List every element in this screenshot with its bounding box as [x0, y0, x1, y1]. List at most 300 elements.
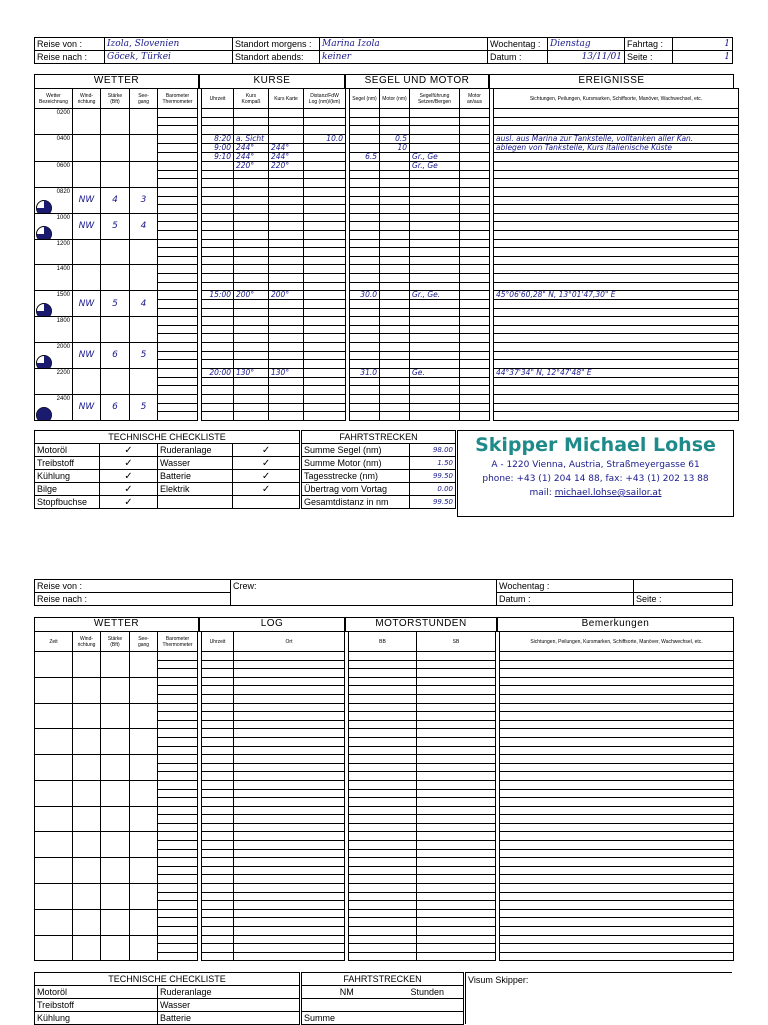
- log-motor[interactable]: [380, 351, 410, 360]
- log-segel[interactable]: [350, 222, 380, 231]
- log-ereignis[interactable]: 44°37'34" N, 12°47'48" E: [494, 368, 739, 377]
- p2-barometer-cell[interactable]: [158, 780, 198, 789]
- p2-bemerkung-cell[interactable]: [500, 780, 734, 789]
- log-kurs-kompass[interactable]: [234, 213, 269, 222]
- barometer-cell[interactable]: [158, 368, 198, 377]
- p2-bb-cell[interactable]: [349, 866, 417, 875]
- log-kurs-kompass[interactable]: 130°: [234, 368, 269, 377]
- log-ereignis[interactable]: [494, 308, 739, 317]
- log-segelfuehrung[interactable]: Gr., Ge.: [410, 291, 460, 300]
- p2-barometer-cell[interactable]: [158, 832, 198, 841]
- log-kurs-karte[interactable]: [269, 377, 304, 386]
- log-motor[interactable]: [380, 152, 410, 161]
- p2-barometer-cell[interactable]: [158, 703, 198, 712]
- p2-sb-cell[interactable]: [417, 789, 496, 798]
- p2-weather-cell[interactable]: [130, 935, 158, 961]
- log-distanz[interactable]: [304, 300, 346, 309]
- p2-bemerkung-cell[interactable]: [500, 763, 734, 772]
- log-time[interactable]: [202, 282, 234, 291]
- p2-weather-cell[interactable]: [73, 832, 101, 858]
- log-kurs-kompass[interactable]: [234, 412, 269, 421]
- p2-ort-cell[interactable]: [234, 772, 345, 781]
- log-segelfuehrung[interactable]: [410, 300, 460, 309]
- log-segelfuehrung[interactable]: [410, 222, 460, 231]
- log-motor[interactable]: [380, 282, 410, 291]
- p2-sb-cell[interactable]: [417, 677, 496, 686]
- log-time[interactable]: [202, 403, 234, 412]
- log-kurs-kompass[interactable]: [234, 317, 269, 326]
- p2-weather-cell[interactable]: [35, 909, 73, 935]
- p2-sb-cell[interactable]: [417, 909, 496, 918]
- log-segel[interactable]: [350, 170, 380, 179]
- log-kurs-kompass[interactable]: [234, 230, 269, 239]
- log-motor-anaus[interactable]: [460, 300, 490, 309]
- log-distanz[interactable]: [304, 152, 346, 161]
- p2-barometer-cell[interactable]: [158, 694, 198, 703]
- log-ereignis[interactable]: [494, 386, 739, 395]
- p2-weather-cell[interactable]: [73, 858, 101, 884]
- p2-ort-cell[interactable]: [234, 677, 345, 686]
- p2-barometer-cell[interactable]: [158, 866, 198, 875]
- log-kurs-karte[interactable]: [269, 134, 304, 143]
- log-time[interactable]: 15:00: [202, 291, 234, 300]
- p2-sb-cell[interactable]: [417, 780, 496, 789]
- p2-ort-cell[interactable]: [234, 875, 345, 884]
- log-ereignis[interactable]: [494, 300, 739, 309]
- log-kurs-kompass[interactable]: [234, 343, 269, 352]
- p2-bemerkung-cell[interactable]: [500, 832, 734, 841]
- barometer-cell[interactable]: [158, 109, 198, 118]
- log-distanz[interactable]: [304, 187, 346, 196]
- log-segel[interactable]: [350, 412, 380, 421]
- barometer-cell[interactable]: [158, 179, 198, 188]
- p2-ort-cell[interactable]: [234, 780, 345, 789]
- log-kurs-karte[interactable]: [269, 213, 304, 222]
- p2-uhrzeit-cell[interactable]: [202, 918, 234, 927]
- p2-ort-cell[interactable]: [234, 729, 345, 738]
- log-kurs-kompass[interactable]: [234, 308, 269, 317]
- log-segel[interactable]: [350, 395, 380, 404]
- p2-barometer-cell[interactable]: [158, 944, 198, 953]
- p2-sb-cell[interactable]: [417, 935, 496, 944]
- log-kurs-karte[interactable]: [269, 403, 304, 412]
- log-kurs-karte[interactable]: 200°: [269, 291, 304, 300]
- p2-sb-cell[interactable]: [417, 686, 496, 695]
- p2-sb-cell[interactable]: [417, 694, 496, 703]
- p2-bb-cell[interactable]: [349, 858, 417, 867]
- p2-uhrzeit-cell[interactable]: [202, 763, 234, 772]
- log-segel[interactable]: [350, 282, 380, 291]
- p2-weather-cell[interactable]: [101, 806, 130, 832]
- p2-ort-cell[interactable]: [234, 763, 345, 772]
- log-kurs-karte[interactable]: 220°: [269, 161, 304, 170]
- log-segel[interactable]: 30.0: [350, 291, 380, 300]
- log-time[interactable]: [202, 395, 234, 404]
- p2-weather-cell[interactable]: [35, 884, 73, 910]
- p2-weather-cell[interactable]: [130, 755, 158, 781]
- log-ereignis[interactable]: [494, 343, 739, 352]
- check-icon[interactable]: ✓: [100, 457, 158, 470]
- log-segel[interactable]: [350, 161, 380, 170]
- p2-weather-cell[interactable]: [73, 755, 101, 781]
- log-motor[interactable]: [380, 377, 410, 386]
- log-distanz[interactable]: [304, 412, 346, 421]
- log-motor[interactable]: [380, 256, 410, 265]
- log-motor[interactable]: [380, 334, 410, 343]
- p2-sb-cell[interactable]: [417, 892, 496, 901]
- p2-uhrzeit-cell[interactable]: [202, 686, 234, 695]
- p2-bb-cell[interactable]: [349, 892, 417, 901]
- log-kurs-kompass[interactable]: [234, 109, 269, 118]
- log-kurs-kompass[interactable]: [234, 239, 269, 248]
- p2-ort-cell[interactable]: [234, 798, 345, 807]
- barometer-cell[interactable]: [158, 248, 198, 257]
- p2-ort-cell[interactable]: [234, 660, 345, 669]
- p2-weather-cell[interactable]: [35, 677, 73, 703]
- p2-sb-cell[interactable]: [417, 806, 496, 815]
- log-segel[interactable]: [350, 265, 380, 274]
- check-icon[interactable]: ✓: [100, 496, 158, 509]
- barometer-cell[interactable]: [158, 187, 198, 196]
- log-segel[interactable]: [350, 273, 380, 282]
- log-ereignis[interactable]: [494, 403, 739, 412]
- log-kurs-kompass[interactable]: [234, 179, 269, 188]
- p2-ort-cell[interactable]: [234, 694, 345, 703]
- p2-uhrzeit-cell[interactable]: [202, 892, 234, 901]
- log-time[interactable]: [202, 351, 234, 360]
- barometer-cell[interactable]: [158, 377, 198, 386]
- p2-sb-cell[interactable]: [417, 772, 496, 781]
- log-time[interactable]: [202, 161, 234, 170]
- log-kurs-kompass[interactable]: [234, 395, 269, 404]
- log-segel[interactable]: [350, 343, 380, 352]
- p2-sb-cell[interactable]: [417, 901, 496, 910]
- p2-bb-cell[interactable]: [349, 918, 417, 927]
- log-time[interactable]: [202, 300, 234, 309]
- p2-barometer-cell[interactable]: [158, 755, 198, 764]
- log-ereignis[interactable]: [494, 377, 739, 386]
- log-kurs-kompass[interactable]: [234, 248, 269, 257]
- p2-bb-cell[interactable]: [349, 944, 417, 953]
- log-motor-anaus[interactable]: [460, 351, 490, 360]
- log-time[interactable]: [202, 109, 234, 118]
- log-kurs-karte[interactable]: [269, 230, 304, 239]
- p2-ort-cell[interactable]: [234, 909, 345, 918]
- log-distanz[interactable]: [304, 205, 346, 214]
- log-kurs-karte[interactable]: [269, 360, 304, 369]
- log-distanz[interactable]: [304, 213, 346, 222]
- p2-bb-cell[interactable]: [349, 823, 417, 832]
- log-motor[interactable]: [380, 239, 410, 248]
- log-kurs-karte[interactable]: [269, 308, 304, 317]
- p2-uhrzeit-cell[interactable]: [202, 884, 234, 893]
- log-kurs-kompass[interactable]: [234, 377, 269, 386]
- p2-weather-cell[interactable]: [73, 729, 101, 755]
- p2-bemerkung-cell[interactable]: [500, 669, 734, 678]
- log-segelfuehrung[interactable]: [410, 351, 460, 360]
- p2-bemerkung-cell[interactable]: [500, 660, 734, 669]
- log-kurs-kompass[interactable]: [234, 282, 269, 291]
- log-segel[interactable]: [350, 230, 380, 239]
- barometer-cell[interactable]: [158, 117, 198, 126]
- p2-weather-cell[interactable]: [35, 703, 73, 729]
- log-distanz[interactable]: [304, 317, 346, 326]
- p2-bemerkung-cell[interactable]: [500, 909, 734, 918]
- log-distanz[interactable]: [304, 161, 346, 170]
- check-icon[interactable]: ✓: [100, 483, 158, 496]
- p2-bemerkung-cell[interactable]: [500, 798, 734, 807]
- log-motor[interactable]: [380, 222, 410, 231]
- p2-sb-cell[interactable]: [417, 703, 496, 712]
- log-segelfuehrung[interactable]: [410, 334, 460, 343]
- p2-weather-cell[interactable]: [73, 909, 101, 935]
- p2-sb-cell[interactable]: [417, 866, 496, 875]
- log-time[interactable]: [202, 317, 234, 326]
- log-segelfuehrung[interactable]: [410, 325, 460, 334]
- p2-uhrzeit-cell[interactable]: [202, 815, 234, 824]
- p2-weather-cell[interactable]: [130, 703, 158, 729]
- log-motor[interactable]: [380, 412, 410, 421]
- p2-weather-cell[interactable]: [73, 935, 101, 961]
- p2-bb-cell[interactable]: [349, 772, 417, 781]
- log-motor[interactable]: [380, 205, 410, 214]
- p2-weather-cell[interactable]: [130, 677, 158, 703]
- barometer-cell[interactable]: [158, 395, 198, 404]
- barometer-cell[interactable]: [158, 134, 198, 143]
- log-distanz[interactable]: [304, 256, 346, 265]
- p2-bemerkung-cell[interactable]: [500, 789, 734, 798]
- log-ereignis[interactable]: [494, 152, 739, 161]
- p2-uhrzeit-cell[interactable]: [202, 952, 234, 961]
- log-segelfuehrung[interactable]: [410, 273, 460, 282]
- p2-sb-cell[interactable]: [417, 918, 496, 927]
- p2-barometer-cell[interactable]: [158, 669, 198, 678]
- log-time[interactable]: [202, 265, 234, 274]
- log-segelfuehrung[interactable]: [410, 143, 460, 152]
- p2-sb-cell[interactable]: [417, 669, 496, 678]
- barometer-cell[interactable]: [158, 205, 198, 214]
- log-time[interactable]: [202, 179, 234, 188]
- log-distanz[interactable]: [304, 360, 346, 369]
- log-motor[interactable]: [380, 230, 410, 239]
- p2-sb-cell[interactable]: [417, 927, 496, 936]
- p2-ort-cell[interactable]: [234, 815, 345, 824]
- p2-ort-cell[interactable]: [234, 935, 345, 944]
- barometer-cell[interactable]: [158, 196, 198, 205]
- p2-barometer-cell[interactable]: [158, 823, 198, 832]
- log-kurs-karte[interactable]: [269, 126, 304, 135]
- log-motor-anaus[interactable]: [460, 239, 490, 248]
- log-motor[interactable]: [380, 213, 410, 222]
- p2-bemerkung-cell[interactable]: [500, 815, 734, 824]
- log-time[interactable]: [202, 170, 234, 179]
- log-kurs-kompass[interactable]: [234, 117, 269, 126]
- p2-weather-cell[interactable]: [73, 780, 101, 806]
- barometer-cell[interactable]: [158, 282, 198, 291]
- log-ereignis[interactable]: [494, 109, 739, 118]
- log-segelfuehrung[interactable]: [410, 239, 460, 248]
- log-ereignis[interactable]: 45°06'60,28" N, 13°01'47,30" E: [494, 291, 739, 300]
- p2-bb-cell[interactable]: [349, 677, 417, 686]
- p2-uhrzeit-cell[interactable]: [202, 729, 234, 738]
- p2-bemerkung-cell[interactable]: [500, 746, 734, 755]
- p2-sb-cell[interactable]: [417, 832, 496, 841]
- p2-bemerkung-cell[interactable]: [500, 720, 734, 729]
- p2-uhrzeit-cell[interactable]: [202, 823, 234, 832]
- p2-barometer-cell[interactable]: [158, 772, 198, 781]
- log-segel[interactable]: [350, 308, 380, 317]
- barometer-cell[interactable]: [158, 230, 198, 239]
- log-motor[interactable]: 0.5: [380, 134, 410, 143]
- p2-barometer-cell[interactable]: [158, 720, 198, 729]
- p2-barometer-cell[interactable]: [158, 763, 198, 772]
- log-segel[interactable]: [350, 325, 380, 334]
- p2-weather-cell[interactable]: [73, 806, 101, 832]
- log-kurs-karte[interactable]: [269, 196, 304, 205]
- log-time[interactable]: [202, 334, 234, 343]
- log-kurs-karte[interactable]: [269, 205, 304, 214]
- p2-barometer-cell[interactable]: [158, 746, 198, 755]
- p2-bemerkung-cell[interactable]: [500, 686, 734, 695]
- log-time[interactable]: [202, 256, 234, 265]
- log-kurs-karte[interactable]: [269, 386, 304, 395]
- p2-weather-cell[interactable]: [101, 780, 130, 806]
- log-ereignis[interactable]: [494, 265, 739, 274]
- log-ereignis[interactable]: [494, 179, 739, 188]
- p2-uhrzeit-cell[interactable]: [202, 712, 234, 721]
- p2-weather-cell[interactable]: [73, 884, 101, 910]
- p2-barometer-cell[interactable]: [158, 884, 198, 893]
- p2-bemerkung-cell[interactable]: [500, 652, 734, 661]
- log-segelfuehrung[interactable]: Ge.: [410, 368, 460, 377]
- p2-bb-cell[interactable]: [349, 694, 417, 703]
- log-time[interactable]: 20:00: [202, 368, 234, 377]
- log-motor-anaus[interactable]: [460, 325, 490, 334]
- p2-bb-cell[interactable]: [349, 703, 417, 712]
- p2-bb-cell[interactable]: [349, 832, 417, 841]
- log-distanz[interactable]: [304, 395, 346, 404]
- p2-wochentag-value[interactable]: [634, 580, 733, 593]
- log-segelfuehrung[interactable]: [410, 179, 460, 188]
- p2-weather-cell[interactable]: [73, 703, 101, 729]
- log-ereignis[interactable]: [494, 256, 739, 265]
- log-distanz[interactable]: [304, 265, 346, 274]
- log-segelfuehrung[interactable]: [410, 196, 460, 205]
- p2-ort-cell[interactable]: [234, 669, 345, 678]
- log-segel[interactable]: [350, 179, 380, 188]
- p2-uhrzeit-cell[interactable]: [202, 720, 234, 729]
- log-motor-anaus[interactable]: [460, 403, 490, 412]
- log-time[interactable]: [202, 325, 234, 334]
- p2-barometer-cell[interactable]: [158, 858, 198, 867]
- log-ereignis[interactable]: [494, 325, 739, 334]
- p2-weather-cell[interactable]: [101, 652, 130, 678]
- p2-bemerkung-cell[interactable]: [500, 875, 734, 884]
- log-motor-anaus[interactable]: [460, 213, 490, 222]
- log-motor[interactable]: [380, 265, 410, 274]
- barometer-cell[interactable]: [158, 213, 198, 222]
- p2-weather-cell[interactable]: [130, 832, 158, 858]
- check-icon[interactable]: ✓: [100, 444, 158, 457]
- log-segelfuehrung[interactable]: [410, 170, 460, 179]
- p2-bemerkung-cell[interactable]: [500, 884, 734, 893]
- p2-weather-cell[interactable]: [101, 677, 130, 703]
- p2-uhrzeit-cell[interactable]: [202, 875, 234, 884]
- p2-sb-cell[interactable]: [417, 884, 496, 893]
- log-motor-anaus[interactable]: [460, 377, 490, 386]
- log-kurs-karte[interactable]: [269, 325, 304, 334]
- log-ereignis[interactable]: [494, 161, 739, 170]
- log-motor[interactable]: [380, 403, 410, 412]
- log-segel[interactable]: [350, 117, 380, 126]
- log-kurs-karte[interactable]: [269, 351, 304, 360]
- log-motor[interactable]: [380, 343, 410, 352]
- barometer-cell[interactable]: [158, 239, 198, 248]
- p2-bb-cell[interactable]: [349, 652, 417, 661]
- log-segel[interactable]: [350, 134, 380, 143]
- log-segelfuehrung[interactable]: [410, 360, 460, 369]
- p2-barometer-cell[interactable]: [158, 927, 198, 936]
- log-kurs-karte[interactable]: [269, 109, 304, 118]
- p2-weather-cell[interactable]: [101, 703, 130, 729]
- log-segel[interactable]: [350, 403, 380, 412]
- barometer-cell[interactable]: [158, 170, 198, 179]
- log-kurs-kompass[interactable]: a. Sicht: [234, 134, 269, 143]
- log-segel[interactable]: 31.0: [350, 368, 380, 377]
- p2-barometer-cell[interactable]: [158, 849, 198, 858]
- p2-weather-cell[interactable]: [130, 780, 158, 806]
- p2-sb-cell[interactable]: [417, 858, 496, 867]
- log-motor-anaus[interactable]: [460, 161, 490, 170]
- p2-ort-cell[interactable]: [234, 806, 345, 815]
- log-ereignis[interactable]: [494, 205, 739, 214]
- log-motor-anaus[interactable]: [460, 368, 490, 377]
- log-distanz[interactable]: [304, 143, 346, 152]
- p2-barometer-cell[interactable]: [158, 935, 198, 944]
- log-motor-anaus[interactable]: [460, 265, 490, 274]
- log-motor-anaus[interactable]: [460, 386, 490, 395]
- p2-uhrzeit-cell[interactable]: [202, 737, 234, 746]
- log-distanz[interactable]: [304, 126, 346, 135]
- p2-bemerkung-cell[interactable]: [500, 737, 734, 746]
- log-segelfuehrung[interactable]: [410, 134, 460, 143]
- log-time[interactable]: [202, 377, 234, 386]
- log-segel[interactable]: [350, 126, 380, 135]
- log-distanz[interactable]: [304, 170, 346, 179]
- log-distanz[interactable]: [304, 377, 346, 386]
- log-distanz[interactable]: [304, 179, 346, 188]
- barometer-cell[interactable]: [158, 351, 198, 360]
- barometer-cell[interactable]: [158, 273, 198, 282]
- p2-sb-cell[interactable]: [417, 712, 496, 721]
- log-time[interactable]: [202, 126, 234, 135]
- log-segel[interactable]: [350, 196, 380, 205]
- p2-uhrzeit-cell[interactable]: [202, 866, 234, 875]
- barometer-cell[interactable]: [158, 300, 198, 309]
- p2-bb-cell[interactable]: [349, 686, 417, 695]
- p2-sb-cell[interactable]: [417, 746, 496, 755]
- log-motor-anaus[interactable]: [460, 230, 490, 239]
- log-distanz[interactable]: [304, 403, 346, 412]
- log-ereignis[interactable]: [494, 395, 739, 404]
- log-motor[interactable]: [380, 308, 410, 317]
- log-time[interactable]: 9:10: [202, 152, 234, 161]
- p2-bb-cell[interactable]: [349, 712, 417, 721]
- p2-barometer-cell[interactable]: [158, 729, 198, 738]
- log-distanz[interactable]: [304, 230, 346, 239]
- p2-barometer-cell[interactable]: [158, 901, 198, 910]
- p2-sb-cell[interactable]: [417, 763, 496, 772]
